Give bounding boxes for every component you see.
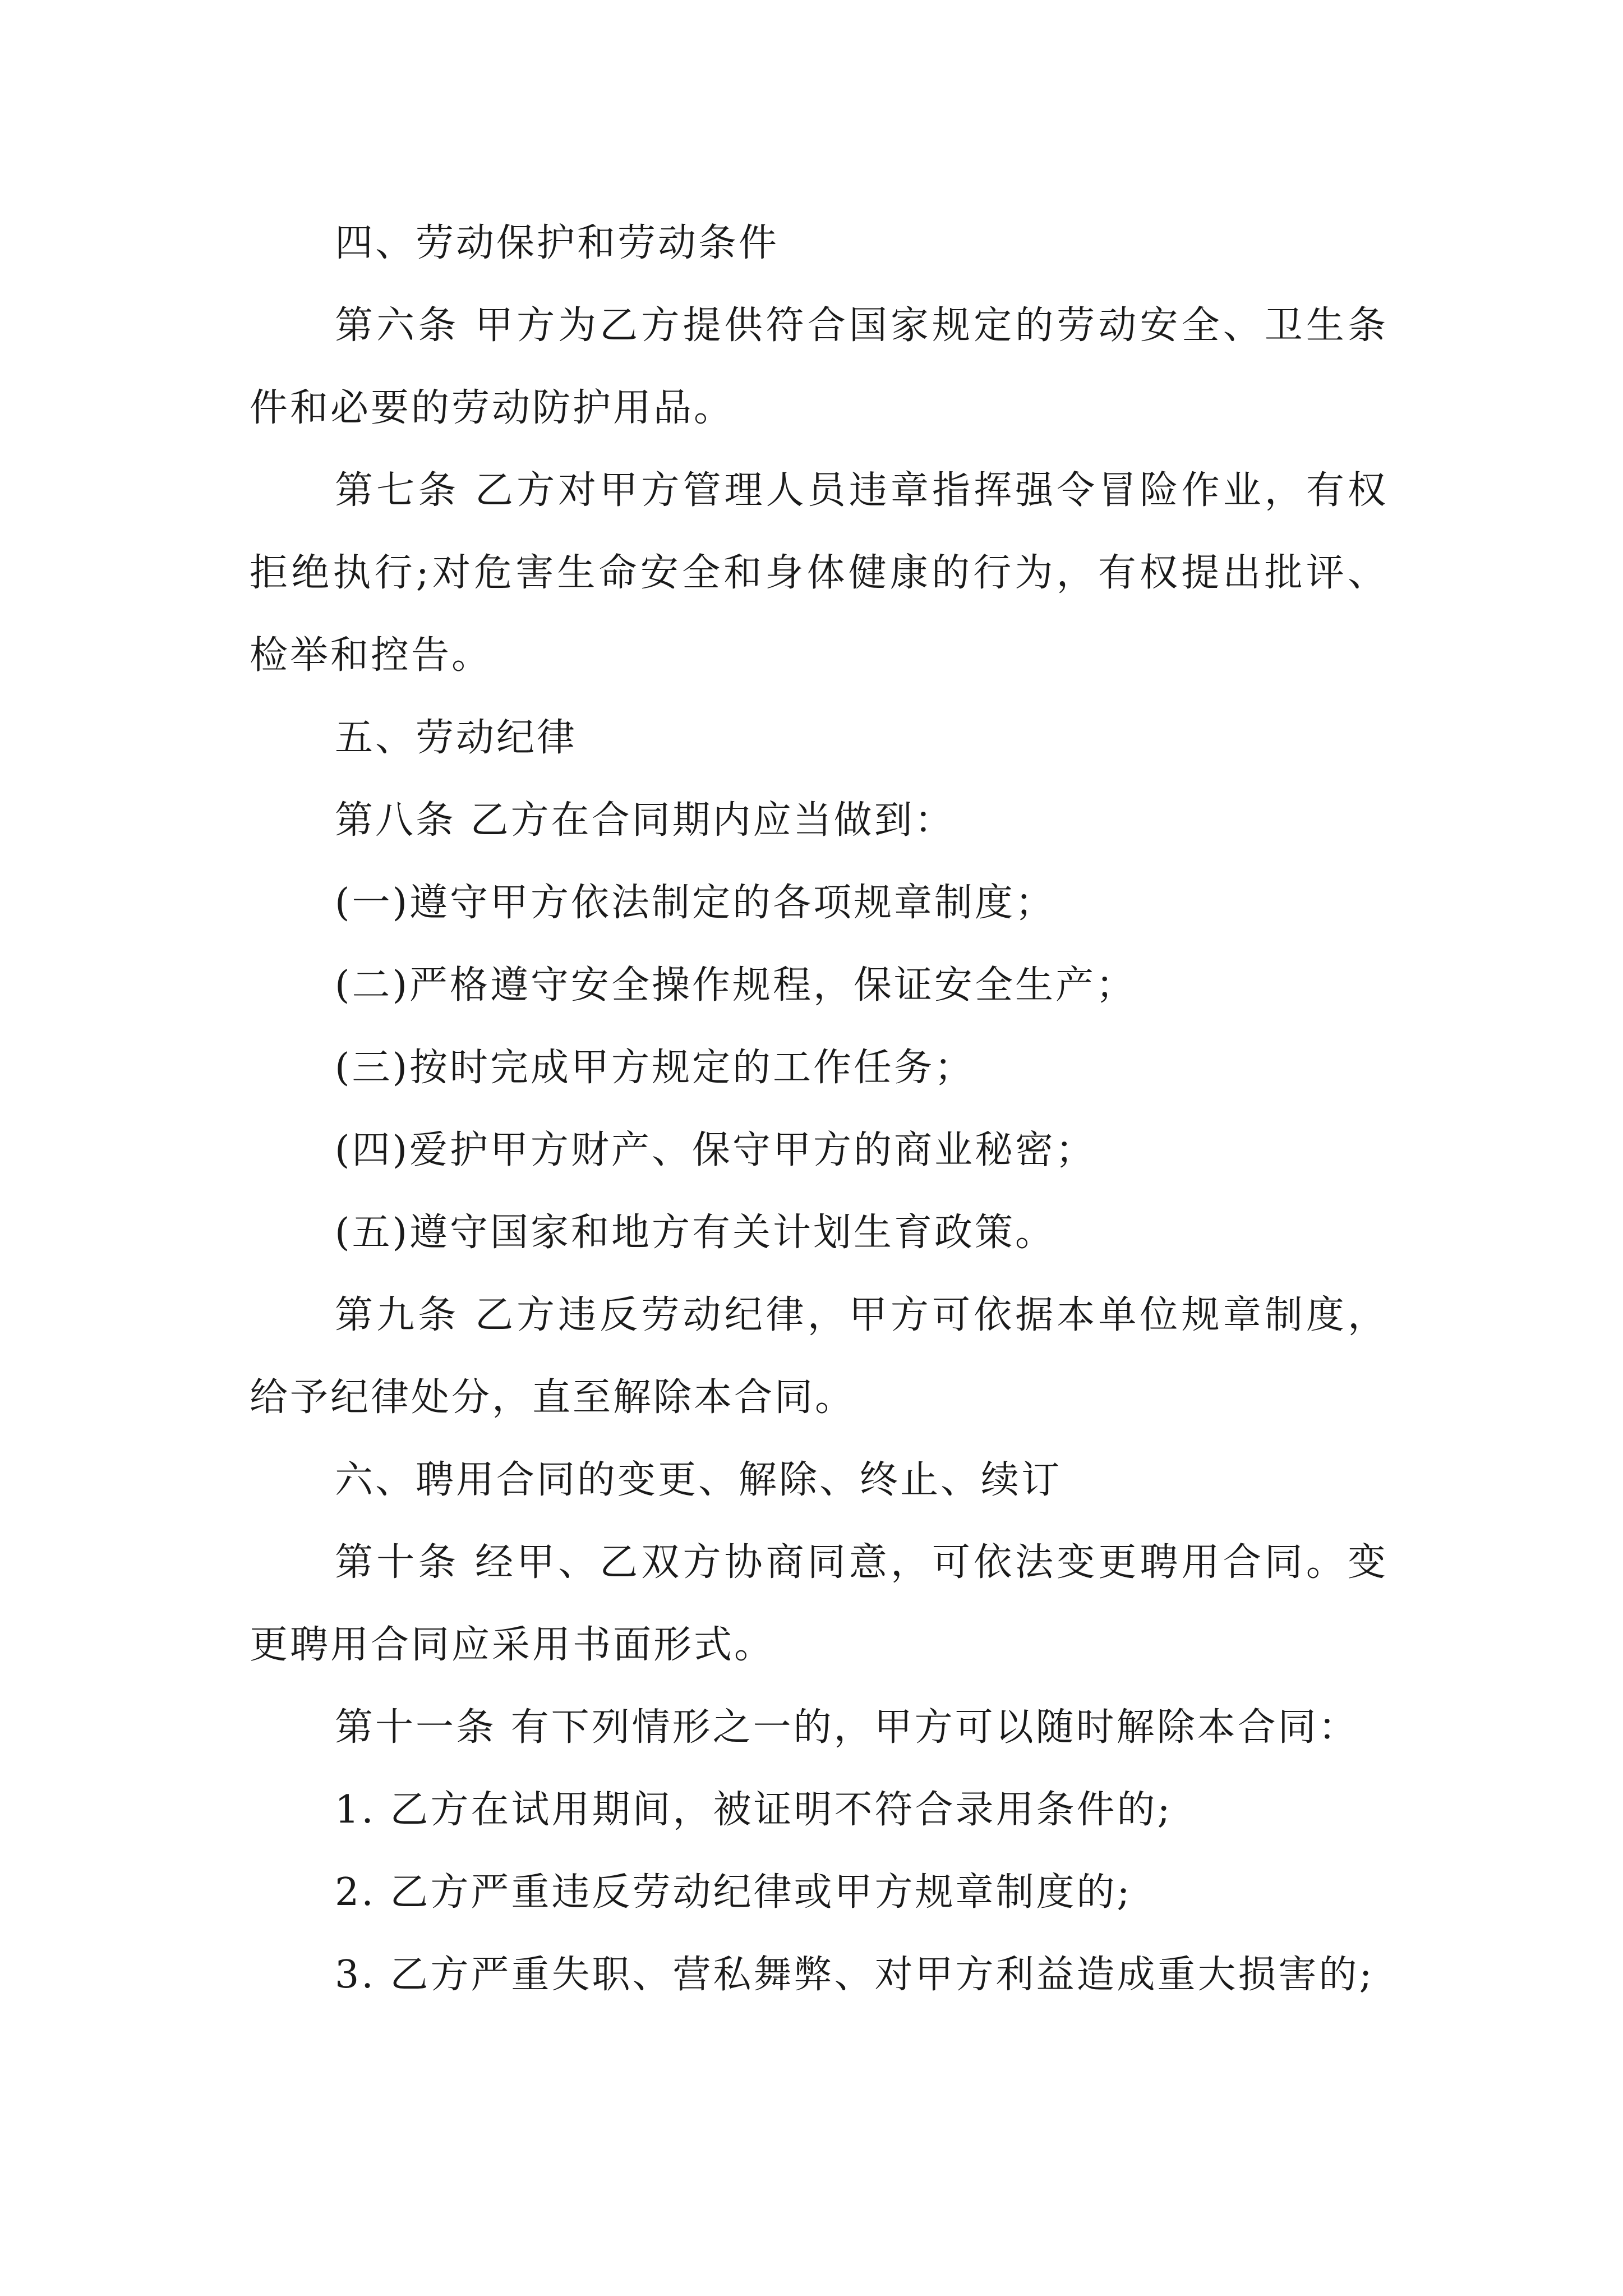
article-6: 第六条 甲方为乙方提供符合国家规定的劳动安全、卫生条件和必要的劳动防护用品。 xyxy=(250,303,1388,430)
article-11-item-2: 2. 乙方严重违反劳动纪律或甲方规章制度的; xyxy=(335,1870,1132,1915)
document-body xyxy=(250,202,1388,2016)
article-11: 第十一条 有下列情形之一的，甲方可以随时解除本合同： xyxy=(335,1705,1359,1750)
article-8-item-3: (三)按时完成甲方规定的工作任务； xyxy=(335,1046,975,1090)
article-8-item-5: (五)遵守国家和地方有关计划生育政策。 xyxy=(335,1211,1056,1255)
article-8-item-1: (一)遵守甲方依法制定的各项规章制度； xyxy=(335,881,1056,925)
article-11-item-1: 1. 乙方在试用期间，被证明不符合录用条件的; xyxy=(335,1788,1173,1832)
article-7: 第七条 乙方对甲方管理人员违章指挥强令冒险作业，有权拒绝执行;对危害生命安全和身体健康的行为，有权提出批评、检举和控告。 xyxy=(250,468,1388,678)
section-heading-contract-changes: 六、聘用合同的变更、解除、终止、续订 xyxy=(335,1458,1062,1502)
article-10: 第十条 经甲、乙双方协商同意，可依法变更聘用合同。变更聘用合同应采用书面形式。 xyxy=(250,1540,1388,1667)
section-heading-labor-protection: 四、劳动保护和劳动条件 xyxy=(335,221,780,265)
section-heading-labor-discipline: 五、劳动纪律 xyxy=(335,716,578,760)
article-9: 第九条 乙方违反劳动纪律，甲方可依据本单位规章制度，给予纪律处分，直至解除本合同。 xyxy=(250,1293,1388,1420)
article-11-item-3: 3. 乙方严重失职、营私舞弊、对甲方利益造成重大损害的; xyxy=(335,1953,1375,1997)
article-8-item-4: (四)爱护甲方财产、保守甲方的商业秘密； xyxy=(335,1128,1096,1172)
article-8: 第八条 乙方在合同期内应当做到： xyxy=(335,798,955,843)
article-8-item-2: (二)严格遵守安全操作规程，保证安全生产； xyxy=(335,963,1137,1007)
